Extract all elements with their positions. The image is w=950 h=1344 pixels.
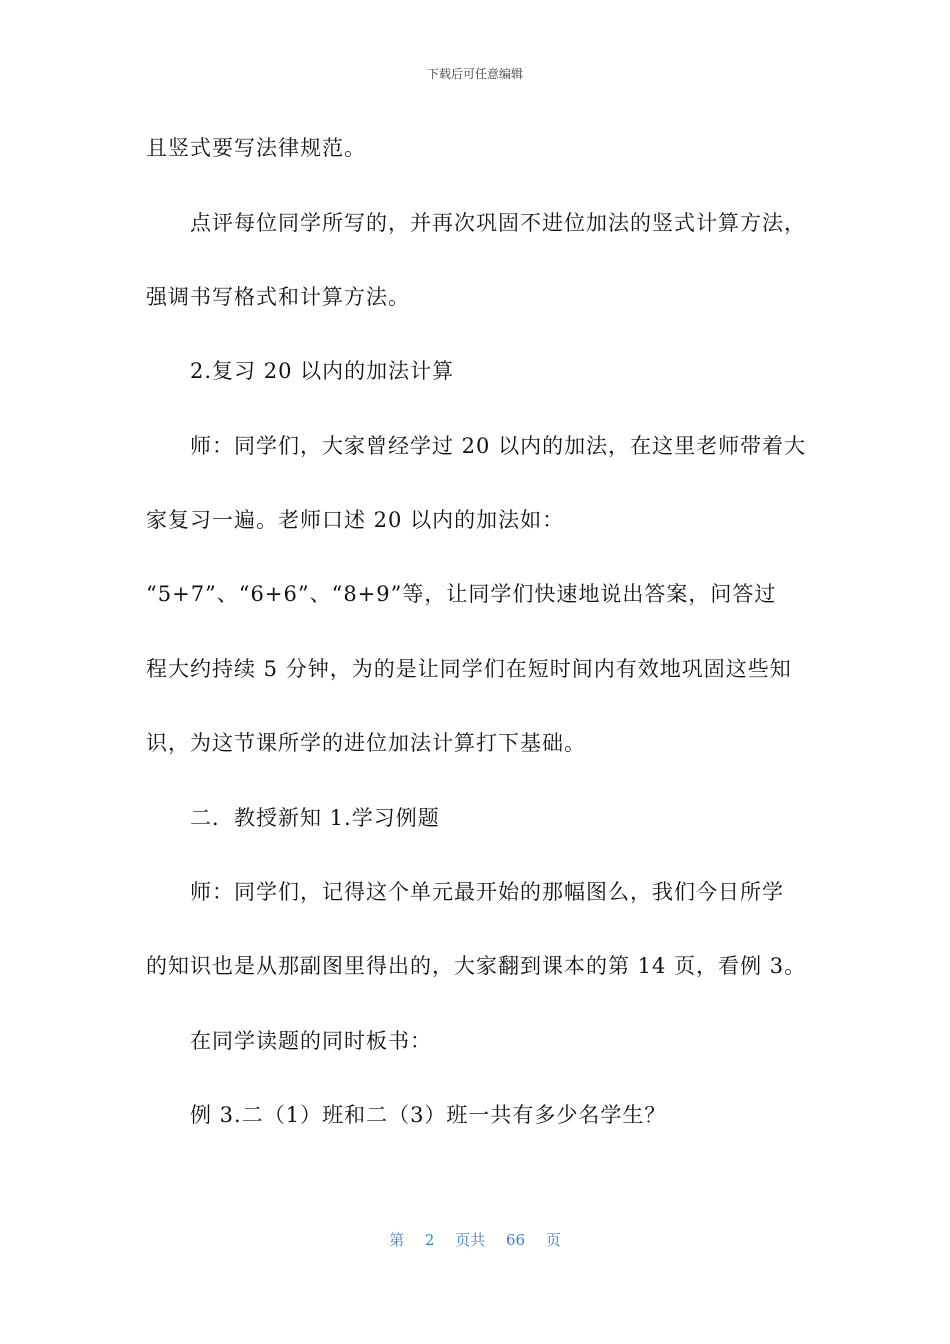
page-footer xyxy=(0,1230,950,1250)
paragraph-line-1: 且竖式要写法律规范。 xyxy=(146,136,366,160)
paragraph-line-2: 点评每位同学所写的，并再次巩固不进位加法的竖式计算方法， xyxy=(190,211,806,235)
paragraph-line-7: “5+7”、“6+6”、“8+9”等，让同学们快速地说出答案，问答过 xyxy=(146,582,777,606)
paragraph-line-5: 师：同学们，大家曾经学过 20 以内的加法，在这里老师带着大 xyxy=(190,434,807,458)
footer-suffix: 页 xyxy=(545,1231,561,1249)
paragraph-line-6: 家复习一遍。老师口述 20 以内的加法如： xyxy=(146,508,565,532)
example-question: 例 3.二（1）班和二（3）班一共有多少名学生？ xyxy=(190,1103,667,1127)
page-header: 下载后可任意编辑 xyxy=(426,67,523,81)
section-heading-new-knowledge: 二．教授新知 1.学习例题 xyxy=(190,806,440,830)
paragraph-line-12: 的知识也是从那副图里得出的，大家翻到课本的第 14 页，看例 3。 xyxy=(146,954,807,978)
paragraph-line-11: 师：同学们，记得这个单元最开始的那幅图么，我们今日所学 xyxy=(190,880,784,904)
footer-prefix: 第 xyxy=(389,1231,405,1249)
footer-current-page: 2 xyxy=(424,1231,435,1249)
paragraph-line-9: 识，为这节课所学的进位加法计算打下基础。 xyxy=(146,731,586,755)
footer-mid: 页共 xyxy=(455,1231,486,1249)
paragraph-line-3: 强调书写格式和计算方法。 xyxy=(146,285,410,309)
section-heading-review: 2.复习 20 以内的加法计算 xyxy=(190,359,455,383)
paragraph-line-8: 程大约持续 5 分钟，为的是让同学们在短时间内有效地巩固这些知 xyxy=(146,657,792,681)
footer-total-pages: 66 xyxy=(506,1231,526,1249)
paragraph-line-13: 在同学读题的同时板书： xyxy=(190,1029,432,1053)
